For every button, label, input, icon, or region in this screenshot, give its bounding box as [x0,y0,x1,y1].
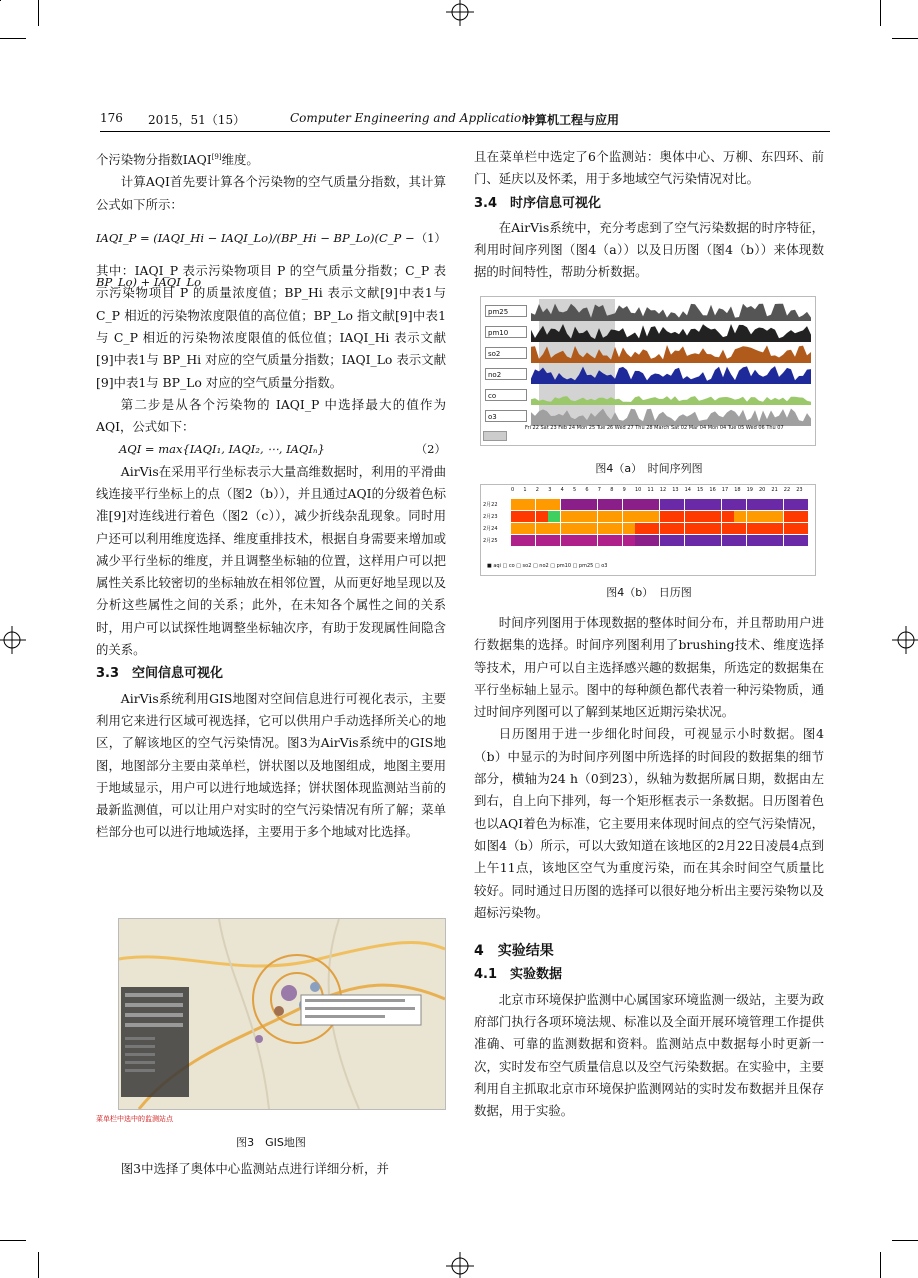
calendar-cell[interactable] [548,499,560,510]
registration-mark-left [0,620,26,660]
calendar-cell[interactable] [623,523,635,534]
hour-label: 18 [734,487,741,493]
calendar-cell[interactable] [709,535,721,546]
calendar-cell[interactable] [697,535,709,546]
calendar-cell[interactable] [709,511,721,522]
calendar-cell[interactable] [747,535,759,546]
calendar-cell[interactable] [548,535,560,546]
hour-label: 10 [635,487,642,493]
paragraph: 其中：IAQI_P 表示污染物项目 P 的空气质量分指数；C_P 表示污染物项目 P 的质量浓度值；BP_Hi 表示文献[9]中表1与 C_P 相近的污染物浓度限值的高位值；BP_Lo 指文献[9]中表1与 C_P 相近的污染物浓度限值的低位值；IAQI_Hi 表示文献[9]中表1与 BP_Hi 对应的空气质量分指数；IAQI_Lo 表示文献[9]中表1与 BP_Lo 对应的空气质量分指数。 [96,263,446,390]
calendar-cell[interactable] [784,511,796,522]
calendar-cell[interactable] [796,499,808,510]
left-column [96,146,446,844]
crop-mark [892,38,918,39]
paragraph: 个污染物分指数IAQI[9]维度。 [96,152,259,168]
calendar-cell[interactable] [722,499,734,510]
hour-label: 16 [709,487,716,493]
calendar-cell[interactable] [598,511,610,522]
day-label: 2月23 [483,514,498,520]
calendar-cell[interactable] [647,535,659,546]
calendar-cell[interactable] [548,511,560,522]
calendar-cell[interactable] [672,535,684,546]
calendar-cell[interactable] [523,535,535,546]
figure-caption: 图4（a） 时间序列图 [595,462,703,475]
calendar-cell[interactable] [573,499,585,510]
calendar-cell[interactable] [734,535,746,546]
calendar-cell[interactable] [771,523,783,534]
calendar-cell[interactable] [623,511,635,522]
equation-1: IAQI_P = (IAQI_Hi − IAQI_Lo)/(BP_Hi − BP_Lo)(C_P − BP_Lo) + IAQI_Lo （1） [96,231,446,290]
calendar-cell[interactable] [598,523,610,534]
calendar-cell[interactable] [747,499,759,510]
figure-label: 菜单栏中选中的监测站点 [96,1115,173,1123]
series-row [481,385,815,405]
series-tag[interactable]: so2 [485,347,527,359]
calendar-cell[interactable] [647,523,659,534]
calendar-cell[interactable] [697,523,709,534]
calendar-cell[interactable] [784,535,796,546]
calendar-cell[interactable] [672,511,684,522]
calendar-cell[interactable] [573,523,585,534]
crop-mark [892,1240,918,1241]
calendar-cell[interactable] [709,499,721,510]
paragraph: AirVis系统利用GIS地图对空间信息进行可视化表示，主要利用它来进行区域可视选择，它可以供用户手动选择所关心的地区，了解该地区的空气污染情况。图3为AirVis系统中的GIS地图，地图部分主要由菜单栏，饼状图以及地图组成，地图主要用于地域显示，用户可以进行地域选择；饼状图体现监测站当前的最新监测值，可以让用户对实时的空气污染情况有所了解；菜单栏部分也可以进行地域选择，主要用于多个地域对比选择。 [96,690,446,840]
paragraph: 第二步是从各个污染物的 IAQI_P 中选择最大的值作为AQI，公式如下： [96,396,446,435]
hour-label: 13 [672,487,679,493]
hour-label: 8 [610,487,614,493]
calendar-cell[interactable] [598,535,610,546]
calendar-cell[interactable] [573,535,585,546]
hour-label: 15 [697,487,704,493]
paragraph: 北京市环境保护监测中心属国家环境监测一级站，主要为政府部门执行各项环境法规、标准以及全面开展环境管理工作提供准确、可靠的监测数据和资料。监测站点中数据每小时更新一次，实时发布空气质量信息以及空气污染数据。在实验中，主要利用自主抓取北京市环境保护监测网站的实时发布数据并且保存数据，用于实验。 [474,991,824,1119]
equation-2: AQI = max{IAQI₁, IAQI₂, ⋯, IAQIₙ} （2） [119,442,446,457]
calendar-legend: ■ aqi □ co □ so2 □ no2 □ pm10 □ pm25 □ o3 [487,563,608,569]
calendar-cell[interactable] [759,523,771,534]
calendar-cell[interactable] [635,511,647,522]
journal-name-cn: 计算机工程与应用 [523,113,620,127]
crop-mark [38,1252,39,1278]
hour-label: 12 [659,487,667,493]
paragraph: 且在菜单栏中选定了6个监测站：奥体中心、万柳、东四环、前门、延庆以及怀柔，用于多地域空气污染情况对比。 [474,149,824,187]
hour-label: 19 [746,487,753,493]
calendar-cell[interactable] [771,511,783,522]
hour-label: 7 [597,487,601,493]
calendar-cell[interactable] [685,523,697,534]
calendar-cell[interactable] [734,523,746,534]
header-rule [100,131,830,132]
calendar-cell[interactable] [635,535,647,546]
paragraph: 在AirVis系统中，充分考虑到了空气污染数据的时序特征，利用时间序列图（图4（a））以及日历图（图4（b））来体现数据的时间特性，帮助分析数据。 [474,219,824,280]
calendar-cell[interactable] [685,511,697,522]
paragraph: 计算AQI首先要计算各个污染物的空气质量分指数，其计算公式如下所示： [96,174,446,212]
calendar-cell[interactable] [536,535,548,546]
calendar-cell[interactable] [635,523,647,534]
day-label: 2月22 [483,502,498,508]
calendar-cell[interactable] [585,511,597,522]
calendar-cell[interactable] [747,523,759,534]
calendar-cell[interactable] [610,535,622,546]
calendar-cell[interactable] [610,523,622,534]
crop-mark [0,1240,26,1241]
calendar-cell[interactable] [685,535,697,546]
paragraph: AirVis在采用平行坐标表示大量高维数据时，利用的平滑曲线连接平行坐标上的点（图2（b）），并且通过AQI的分级着色标准[9]对连线进行着色（图2（c）），减少折线杂乱现象。同时用户还可以利用维度选择、维度重排技术，根据自身需要来增加或减少平行坐标的维度，并且调整坐标轴的位置，这样用户可以把属性关系比较密切的坐标轴放在相邻位置，从而更好地呈现以及分析这些属性之间的关系；此外，在未知各个属性之间的关系时，用户可以试探性地调整坐标轴次序，有助于发现属性间隐含的关系。 [96,463,446,658]
hour-label: 4 [560,487,564,493]
calendar-cell[interactable] [623,535,635,546]
series-row [481,343,815,363]
calendar-cell[interactable] [536,499,548,510]
right-column-top [474,146,824,284]
calendar-cell[interactable] [660,499,672,510]
section-heading: 4 实验结果 [474,943,554,960]
hour-label: 5 [573,487,577,493]
day-label: 2月25 [483,538,498,544]
journal-name-en: Computer Engineering and Applications [290,111,536,125]
calendar-cell[interactable] [709,523,721,534]
calendar-cell[interactable] [623,499,635,510]
calendar-cell[interactable] [747,511,759,522]
paragraph: 图3中选择了奥体中心监测站点进行详细分析，并 [120,1161,389,1176]
hour-label: 3 [548,487,552,493]
map-graphic [119,919,445,1109]
hour-label: 2 [535,487,539,493]
figure-time-series [480,296,816,446]
calendar-cell[interactable] [548,523,560,534]
crop-mark [880,0,881,26]
hour-label: 11 [647,487,654,493]
calendar-cell[interactable] [610,499,622,510]
calendar-cell[interactable] [523,523,535,534]
series-tag[interactable]: no2 [485,368,527,380]
series-tag[interactable]: pm25 [485,305,527,317]
crop-mark [880,1252,881,1278]
calendar-cell[interactable] [647,499,659,510]
calendar-cell[interactable] [734,499,746,510]
registration-mark-bottom [440,1252,480,1278]
hour-label: 1 [523,487,527,493]
update-button[interactable] [483,431,507,441]
calendar-cell[interactable] [722,511,734,522]
figure-caption: 图4（b） 日历图 [606,586,692,599]
right-column-bottom [474,612,824,1123]
registration-mark-top [440,0,480,26]
calendar-cell[interactable] [561,511,573,522]
calendar-cell[interactable] [672,523,684,534]
calendar-cell[interactable] [585,523,597,534]
calendar-cell[interactable] [759,499,771,510]
calendar-cell[interactable] [561,499,573,510]
calendar-cell[interactable] [759,535,771,546]
calendar-cell[interactable] [697,499,709,510]
calendar-cell[interactable] [635,499,647,510]
series-tag[interactable]: pm10 [485,326,527,338]
calendar-cell[interactable] [771,535,783,546]
section-heading: 3.3 空间信息可视化 [96,666,224,682]
running-header [100,111,830,129]
hour-label: 21 [771,487,778,493]
calendar-cell[interactable] [660,523,672,534]
crop-mark [38,0,39,26]
calendar-cell[interactable] [796,511,808,522]
series-tag[interactable]: co [485,389,527,401]
day-label: 2月24 [483,526,498,532]
series-row [481,406,815,426]
hour-label: 23 [796,487,803,493]
calendar-cell[interactable] [685,499,697,510]
paragraph: 时间序列图用于体现数据的整体时间分布，并且帮助用户进行数据集的选择。时间序列图利用了brushing技术、维度选择等技术，用户可以自主选择感兴趣的数据集，所选定的数据集在平行坐标轴上显示。图中的每种颜色都代表着一种污染物质，通过时间序列图可以了解到某地区近期污染状况。 [474,615,824,720]
figure-caption: 图3 GIS地图 [236,1136,306,1149]
hour-label: 22 [783,487,791,493]
issue: 2015，51（15） [148,113,246,127]
time-axis: Fri 22 Sat 23 Feb 24 Mon 25 Tue 26 Wed 27 Thu 28 March Sat 02 Mar 04 Mon 04 Tue 05 Wed 06 Thu 07 [525,425,784,431]
hour-label: 9 [622,487,626,493]
calendar-cell[interactable] [734,511,746,522]
calendar-cell[interactable] [784,499,796,510]
hour-label: 0 [511,487,515,493]
registration-mark-right [892,620,918,660]
figure-gis-map [118,918,446,1110]
calendar-cell[interactable] [598,499,610,510]
paragraph: 日历图用于进一步细化时间段，可视显示小时数据。图4（b）中显示的为时间序列图中所选择的时间段的数据集的细节部分，横轴为24 h（0到23），纵轴为数据所属日期，数据由左到右，自上向下排列，每一个矩形框表示一条数据。日历图着色也以AQI着色为标准，它主要用来体现时间点的空气污染情况，如图4（b）所示，可以大致知道在该地区的2月22日凌晨4点到上午11点，该地区空气为重度污染，而在其余时间空气质量比较好。同时通过日历图的选择可以很好地分析出主要污染物以及超标污染物。 [474,726,824,920]
calendar-cell[interactable] [511,523,523,534]
section-heading: 3.4 时序信息可视化 [474,195,602,211]
calendar-cell[interactable] [796,523,808,534]
calendar-cell[interactable] [672,499,684,510]
calendar-cell[interactable] [511,511,523,522]
calendar-cell[interactable] [573,511,585,522]
calendar-cell[interactable] [523,499,535,510]
calendar-cell[interactable] [697,511,709,522]
series-tag[interactable]: o3 [485,410,527,422]
calendar-cell[interactable] [796,535,808,546]
series-row [481,301,815,321]
calendar-cell[interactable] [511,535,523,546]
calendar-cell[interactable] [784,523,796,534]
calendar-cell[interactable] [523,511,535,522]
calendar-cell[interactable] [759,511,771,522]
hour-label: 17 [721,487,729,493]
calendar-cell[interactable] [660,511,672,522]
series-row [481,364,815,384]
crop-mark [0,0,1,1]
hour-label: 20 [759,487,766,493]
series-row [481,322,815,342]
subsection-heading: 4.1 实验数据 [474,967,563,983]
calendar-cell[interactable] [585,499,597,510]
calendar-cell[interactable] [536,523,548,534]
hour-label: 6 [585,487,589,493]
calendar-cell[interactable] [610,511,622,522]
page-number: 176 [100,111,123,125]
calendar-cell[interactable] [561,523,573,534]
calendar-cell[interactable] [585,535,597,546]
figure-calendar [480,484,816,576]
calendar-cell[interactable] [561,535,573,546]
calendar-cell[interactable] [511,499,523,510]
calendar-cell[interactable] [660,535,672,546]
calendar-cell[interactable] [771,499,783,510]
calendar-cell[interactable] [722,523,734,534]
calendar-cell[interactable] [647,511,659,522]
hour-label: 14 [684,487,691,493]
calendar-cell[interactable] [536,511,548,522]
calendar-cell[interactable] [722,535,734,546]
crop-mark [0,38,26,39]
